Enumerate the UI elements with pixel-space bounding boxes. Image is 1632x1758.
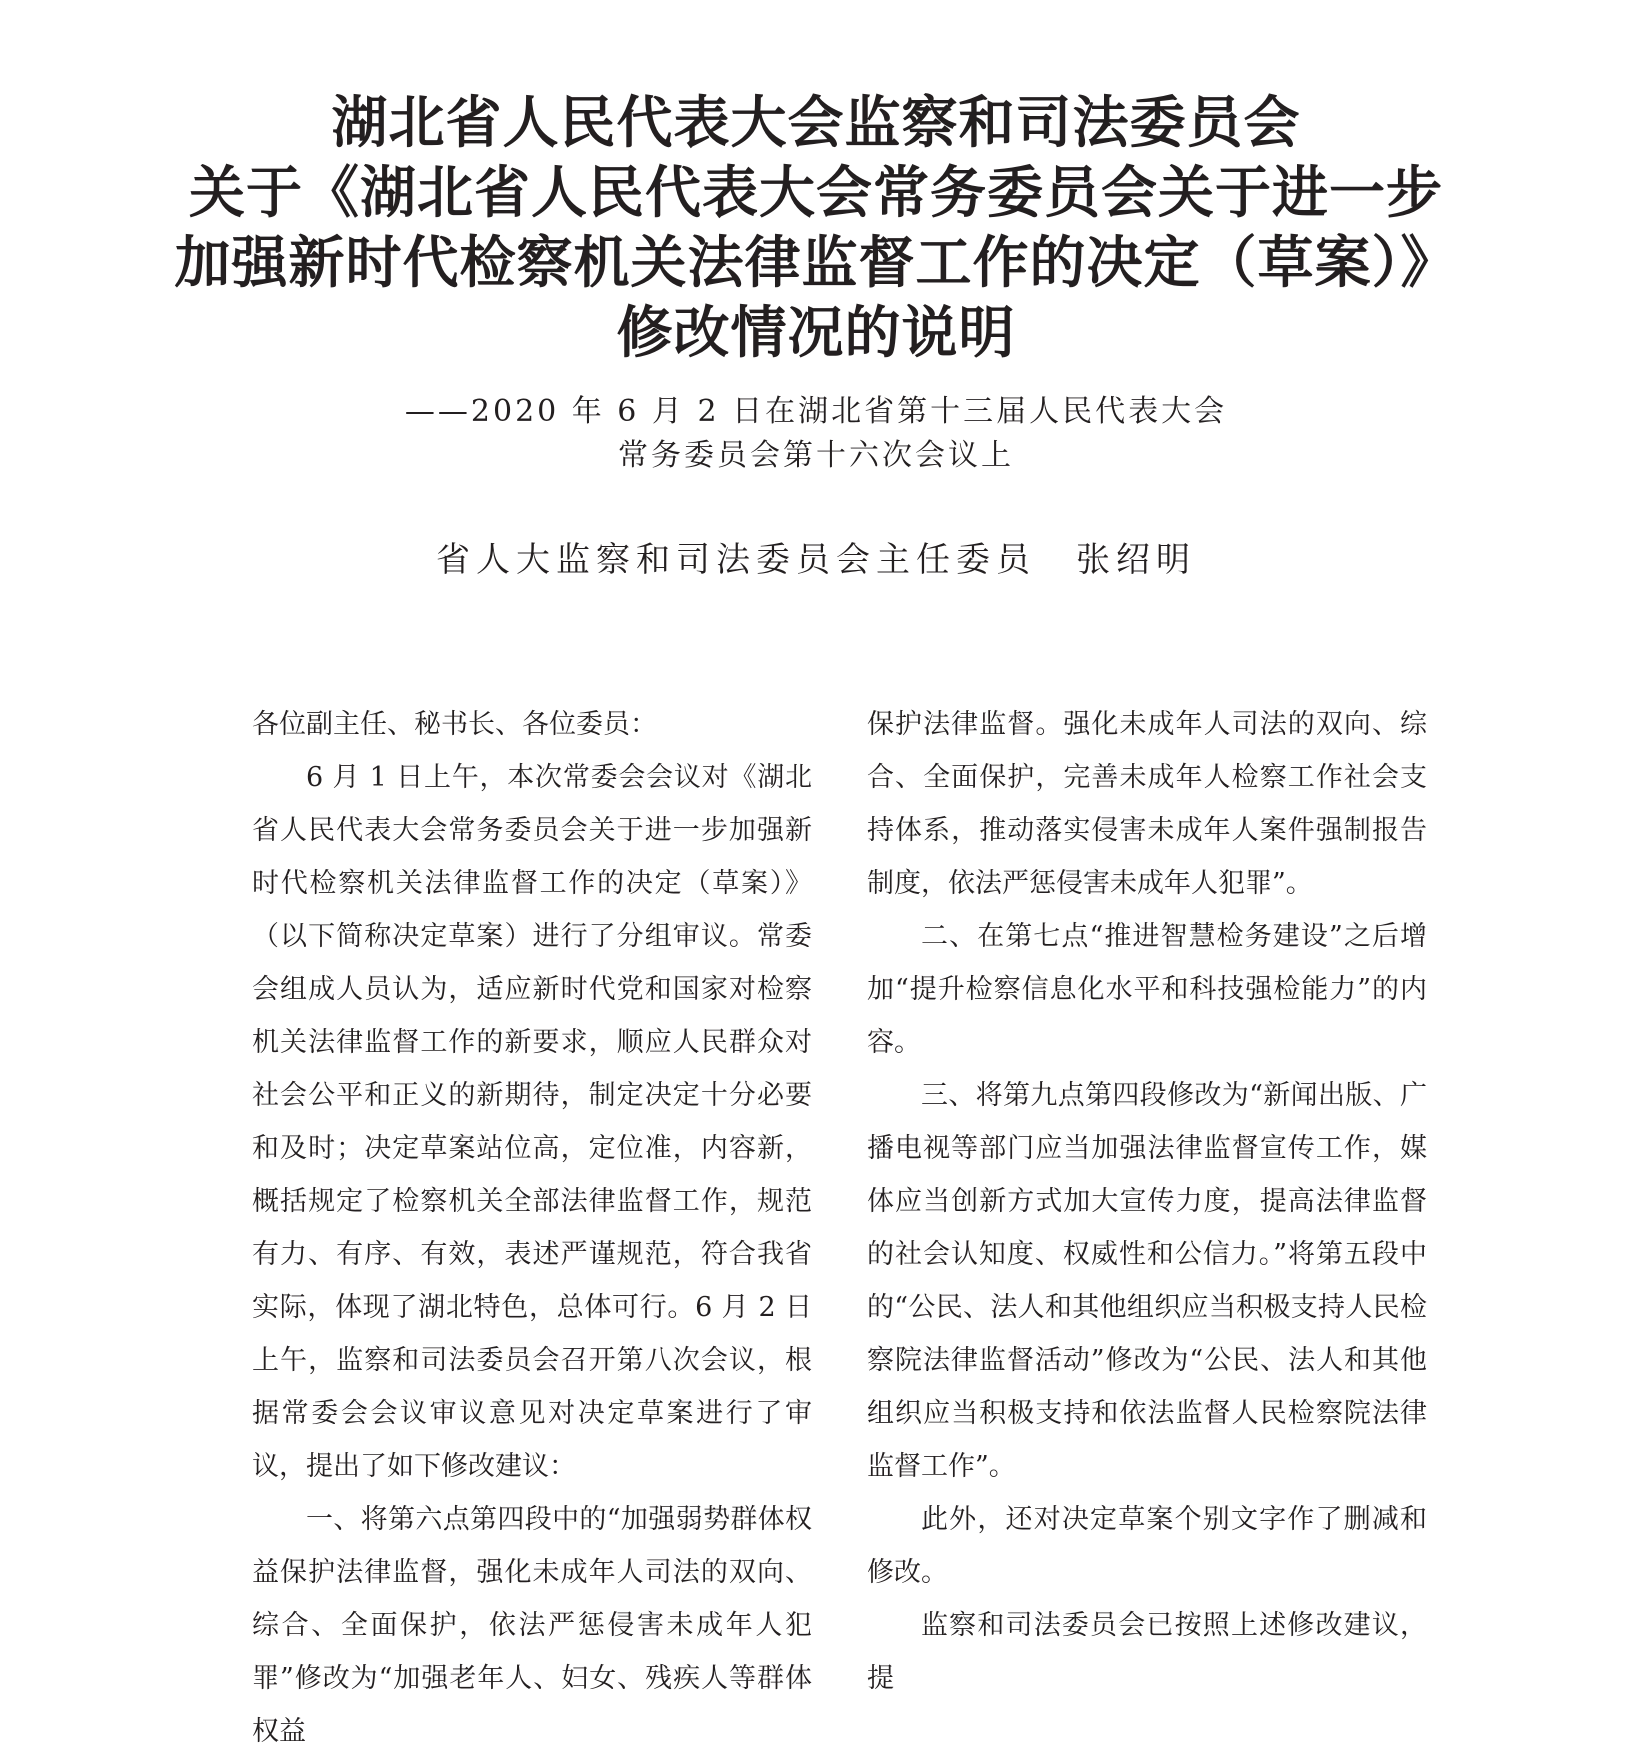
document-title (150, 88, 1482, 368)
body-column-left (252, 698, 812, 1758)
salutation: 各位副主任、秘书长、各位委员： (252, 709, 657, 740)
paragraph-2: 一、将第六点第四段中的“加强弱势群体权益保护法律监督，强化未成年人司法的双向、综合、全面保护，依法严惩侵害未成年人犯罪”修改为“加强老年人、妇女、残疾人等群体权益 (252, 1504, 812, 1747)
paragraph-3: 二、在第七点“推进智慧检务建设”之后增加“提升检察信息化水平和科技强检能力”的内容。 (867, 921, 1427, 1058)
subtitle-line-2: 常务委员会第十六次会议上 (618, 438, 1014, 473)
subtitle-line-1: ——2020 年 6 月 2 日在湖北省第十三届人民代表大会 (404, 394, 1228, 429)
document-subtitle (150, 390, 1482, 478)
author-name: 张绍明 (1076, 540, 1196, 580)
title-line-3: 加强新时代检察机关法律监督工作的决定（草案）》 (174, 230, 1458, 296)
title-line-2: 关于《湖北省人民代表大会常务委员会关于进一步 (189, 160, 1443, 226)
paragraph-5: 此外，还对决定草案个别文字作了删减和修改。 (867, 1504, 1427, 1588)
title-line-1: 湖北省人民代表大会监察和司法委员会 (331, 90, 1301, 156)
paragraph-6: 监察和司法委员会已按照上述修改建议，提 (867, 1610, 1427, 1694)
title-line-4: 修改情况的说明 (616, 300, 1016, 366)
paragraph-4: 三、将第九点第四段修改为“新闻出版、广播电视等部门应当加强法律监督宣传工作，媒体应当创新方式加大宣传力度，提高法律监督的社会认知度、权威性和公信力。”将第五段中的“公民、法人和其他组织应当积极支持人民检察院法律监督活动”修改为“公民、法人和其他组织应当积极支持和依法监督人民检察院法律监督工作”。 (867, 1080, 1427, 1482)
paragraph-1: 6 月 1 日上午，本次常委会会议对《湖北省人民代表大会常务委员会关于进一步加强新时代检察机关法律监督工作的决定（草案）》（以下简称决定草案）进行了分组审议。常委会组成人员认为，适应新时代党和国家对检察机关法律监督工作的新要求，顺应人民群众对社会公平和正义的新期待，制定决定十分必要和及时；决定草案站位高，定位准，内容新，概括规定了检察机关全部法律监督工作，规范有力、有序、有效，表述严谨规范，符合我省实际，体现了湖北特色，总体可行。6 月 2 日上午，监察和司法委员会召开第八次会议，根据常委会会议审议意见对决定草案进行了审议，提出了如下修改建议： (252, 762, 812, 1482)
paragraph-2-continued: 保护法律监督。强化未成年人司法的双向、综合、全面保护，完善未成年人检察工作社会支持体系，推动落实侵害未成年人案件强制报告制度，依法严惩侵害未成年人犯罪”。 (867, 709, 1427, 899)
author-title: 省人大监察和司法委员会主任委员 (436, 540, 1036, 580)
body-column-right (867, 698, 1427, 1705)
author-line (150, 536, 1482, 584)
